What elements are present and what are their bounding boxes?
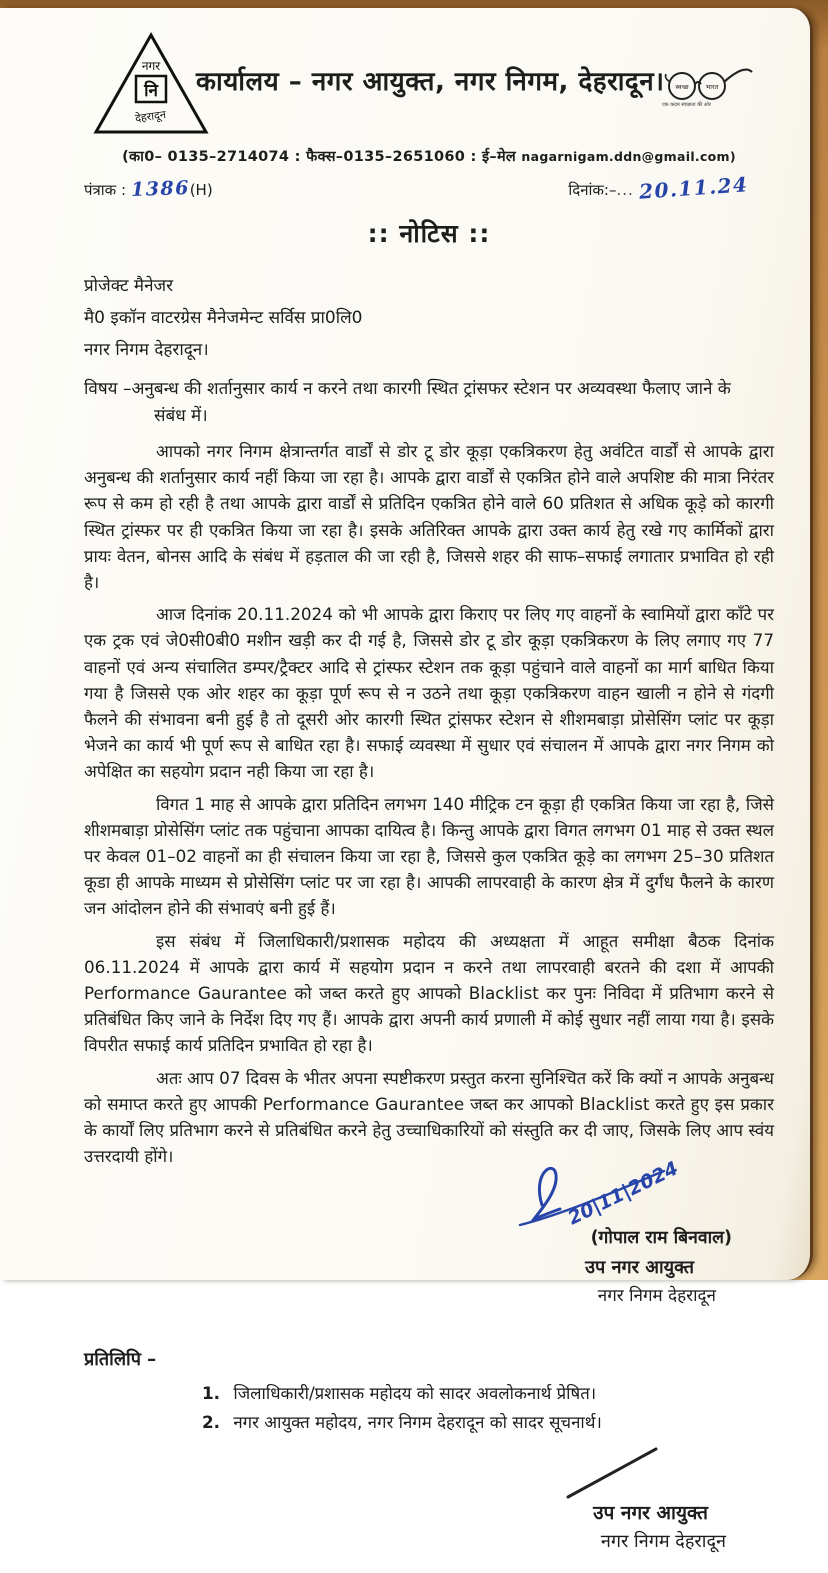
copies-list (84, 1379, 774, 1437)
footer-organisation: नगर निगम देहरादून (600, 1531, 726, 1553)
addressee-line: मै0 इकॉन वाटरग्रेस मैनेजमेन्ट सर्विस प्रा0लि0 (84, 308, 363, 328)
footer-designation: उप नगर आयुक्त (593, 1502, 708, 1525)
date-handwritten: 20.11.24 (637, 172, 749, 204)
email-text: nagarnigam.ddn@gmail.com) (521, 149, 736, 164)
svg-text:नि: नि (144, 81, 158, 101)
date-label: दिनांक:– (568, 181, 617, 199)
body-paragraph: विगत 1 माह से आपके द्वारा प्रतिदिन लगभग 140 मीट्रिक टन कूड़ा ही एकत्रित किया जा रहा है, जिसे शीशमबाड़ा प्रोसेसिंग प्लांट तक पहुंचाना आपका दायित्व है। किन्तु आपके द्वारा विगत लगभग 01 माह से उक्त स्थल पर केवल 01–02 वाहनों का ही संचालन किया जा रहा है, जिससे कुल एकत्रित कूड़े का लगभग 25–30 प्रतिशत कूडा ही आपके माध्यम से प्रोसेसिंग प्लांट पर जा रहा है। आपकी लापरवाही के कारण क्षेत्र में दुर्गंध फैलने के कारण जन आंदोलन होने की संभावएं बनी हुई हैं। (84, 793, 774, 919)
footer-signature-block (84, 1443, 774, 1573)
ref-date-row (84, 172, 774, 204)
copies-section (84, 1347, 774, 1437)
nagar-nigam-logo-icon (92, 32, 210, 136)
letter-number-label: पंत्राक : (84, 181, 127, 199)
signatory-organisation: नगर निगम देहरादून (597, 1286, 716, 1307)
letter-number (84, 178, 213, 200)
signature-slash-icon (560, 1443, 670, 1501)
svg-text:नगर: नगर (141, 59, 161, 73)
copy-item-text: जिलाधिकारी/प्रशासक महोदय को सादर अवलोकनार्थ प्रेषित। (233, 1383, 597, 1404)
subject-line (84, 376, 774, 430)
phone-fax-text: (का0– 0135–2714074 : फैक्स–0135–2651060 : ई–मेल (122, 149, 517, 165)
swachh-caption: एक कदम स्वच्छता की ओर (662, 102, 711, 108)
copies-label: प्रतिलिपि – (84, 1349, 157, 1371)
copy-item-text: नगर आयुक्त महोदय, नगर निगम देहरादून को सादर सूचनार्थ। (233, 1412, 602, 1433)
copy-item-number: 2. (202, 1412, 221, 1433)
office-title: कार्यालय – नगर आयुक्त, नगर निगम, देहरादून। (196, 67, 665, 97)
date-dots: ... (616, 181, 634, 199)
signatory-designation: उप नगर आयुक्त (585, 1257, 694, 1279)
copy-item (202, 1408, 774, 1437)
letter-date (568, 172, 774, 204)
swachh-bharat-glasses-icon (660, 62, 756, 120)
signatory-name: (गोपाल राम बिनवाल) (590, 1228, 732, 1249)
svg-text:20|11|2024: 20|11|2024 (564, 1157, 682, 1230)
copy-item (202, 1379, 774, 1408)
notice-title: :: नोटिस :: (367, 219, 491, 248)
body-paragraph: आपको नगर निगम क्षेत्रान्तर्गत वार्डों से डोर टू डोर कूड़ा एकत्रिकरण हेतु अवंटित वार्डों से आपके द्वारा अनुबन्ध की शर्तानुसार कार्य नहीं किया जा रहा है। आपके द्वारा वार्डों से एकत्रित होने वाले अपशिष्ट की मात्रा निरंतर रूप से कम हो रही है तथा आपके द्वारा वार्डों से प्रतिदिन एकत्रित होने वाले 60 प्रतिशत से अधिक कूड़े को कारगी स्थित ट्रांस्फर पर ही एकत्रित किया जा रहा है। इसके अतिरिक्त आपके द्वारा उक्त कार्य हेतु रखे गए कार्मिकों द्वारा प्रायः वेतन, बोनस आदि के संबंध में हड़ताल की जा रही है, जिससे शहर की साफ–सफाई लगातार प्रभावित हो रही है। (84, 441, 774, 593)
addressee-line: नगर निगम देहरादून। (84, 340, 209, 360)
letter-number-handwritten: 1386 (130, 176, 191, 202)
letter-paper (0, 8, 813, 1553)
body-paragraph: अतः आप 07 दिवस के भीतर अपना स्पष्टीकरण प्रस्तुत करना सुनिश्चित करें कि क्यों न आपके अनुबन्ध को समाप्त करते हुए आपकी Performance Gaurantee जब्त कर आपको Blacklist करते हुए इस प्रकार के कार्यों लिए प्रतिभाग करने से प्रतिबंधित करने हेतु उच्चाधिकारियों को संस्तुति कर दी जाए, जिसके लिए आप स्वंय उत्तरदायी होंगे। (84, 1067, 774, 1167)
letterhead (84, 22, 774, 150)
subject-text-wrap: संबंध में। (154, 406, 208, 426)
svg-text:देहरादून: देहरादून (134, 107, 167, 126)
letter-number-suffix: (H) (189, 181, 213, 199)
svg-text:स्वच्छ: स्वच्छ (675, 83, 689, 91)
svg-text:भारत: भारत (705, 83, 719, 91)
signature-block (84, 1157, 774, 1307)
copy-item-number: 1. (202, 1383, 221, 1404)
addressee-block (84, 270, 774, 366)
addressee-line: प्रोजेक्ट मैनेजर (84, 276, 174, 296)
subject-text: विषय –अनुबन्ध की शर्तानुसार कार्य न करने तथा कारगी स्थित ट्रांसफर स्टेशन पर अव्यवस्था फैलाए जाने के (84, 379, 731, 399)
body-paragraph: आज दिनांक 20.11.2024 को भी आपके द्वारा किराए पर लिए गए वाहनों के स्वामियों द्वारा काँटे पर एक ट्रक एवं जे0सी0बी0 मशीन खड़ी कर दी गई है, जिससे डोर टू डोर कूड़ा एकत्रिकरण के लिए लगाए गए 77 वाहनों एवं अन्य संचालित डम्पर/ट्रैक्टर आदि से ट्रांस्फर स्टेशन तक कूड़ा पहुंचाने वाले वाहनों का मार्ग बाधित किया गया है जिससे एक ओर शहर का कूड़ा पूर्ण रूप से न उठने तथा कूड़ा एकत्रिकरण वाहन खाली न होने से गंदगी फैलने की संभावना बनी हुई है तो दूसरी ओर कारगी स्थित ट्रांसफर स्टेशन से शीशमबाड़ा प्रोसेसिंग प्लांट पर कूड़ा भेजने का कार्य भी पूर्ण रूप से बाधित रहा है। सफाई व्यवस्था में सुधार एवं संचालन में आपके द्वारा नगर निगम को अपेक्षित का सहयोग प्रदान नही किया जा रहा है। (84, 604, 774, 782)
body-paragraph: इस संबंध में जिलाधिकारी/प्रशासक महोदय की अध्यक्षता में आहूत समीक्षा बैठक दिनांक 06.11.2024 में आपके द्वारा कार्य में सहयोग प्रदान न करने तथा लापरवाही बरतने की दशा में आपकी Performance Gaurantee को जब्त करते हुए आपको Blacklist कर पुनः निविदा में प्रतिभाग करने से प्रतिबंधित किए जाने के निर्देश दिए गए हैं। आपके द्वारा अपनी कार्य प्रणाली में कोई सुधार नहीं लाया गया है। इसके विपरीत सफाई कार्य प्रतिदिन प्रभावित हो रहा है। (84, 930, 774, 1056)
